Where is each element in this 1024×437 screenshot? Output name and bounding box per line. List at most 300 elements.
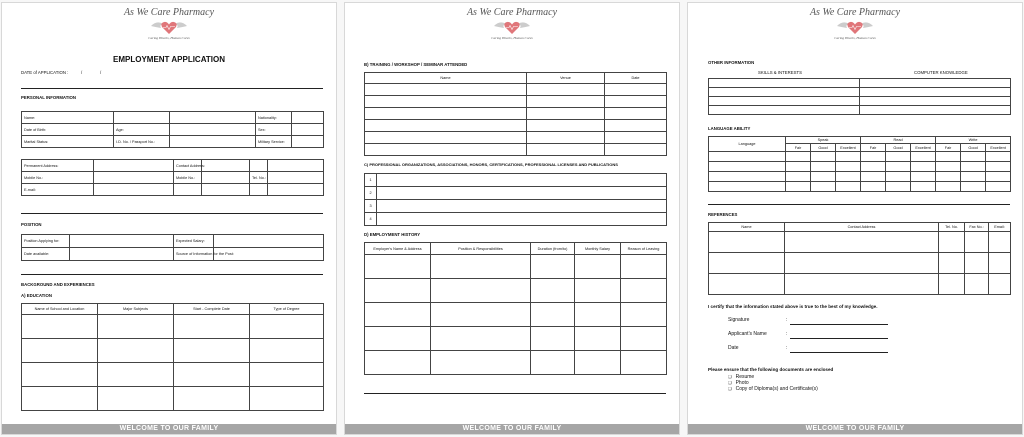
- section-divider: [21, 274, 323, 275]
- employment-history-table: [364, 242, 667, 375]
- input-cell[interactable]: [605, 108, 667, 120]
- input-cell[interactable]: [170, 124, 256, 136]
- input-cell[interactable]: [785, 253, 939, 274]
- table-row: [709, 106, 1011, 115]
- column-header: Start - Complete Date: [174, 304, 250, 315]
- computer-knowledge-label: COMPUTER KNOWLEDGE: [914, 70, 968, 75]
- table-row: [22, 136, 324, 148]
- section-heading-references: REFERENCES: [708, 212, 738, 217]
- input-cell[interactable]: [621, 255, 667, 279]
- input-cell[interactable]: [365, 120, 527, 132]
- signature-line[interactable]: [790, 324, 888, 325]
- input-cell[interactable]: [575, 351, 621, 375]
- input-cell[interactable]: [786, 162, 811, 172]
- input-cell[interactable]: [886, 172, 911, 182]
- table-row: [365, 108, 667, 120]
- table-row: [709, 162, 1011, 172]
- input-cell[interactable]: [621, 279, 667, 303]
- field-label: Mobile No.:: [22, 172, 94, 184]
- table-row: [709, 232, 1011, 253]
- input-cell[interactable]: [986, 172, 1011, 182]
- input-cell[interactable]: [911, 182, 936, 192]
- column-header: Fax No.:: [965, 223, 989, 232]
- input-cell[interactable]: [202, 184, 250, 196]
- input-cell[interactable]: [250, 339, 324, 363]
- applicant-name-colon: :: [786, 331, 788, 337]
- input-cell[interactable]: [911, 152, 936, 162]
- training-table: [364, 72, 667, 156]
- column-header: Type of Degree: [250, 304, 324, 315]
- input-cell[interactable]: [621, 327, 667, 351]
- row-number: 3: [365, 200, 377, 213]
- field-label: Source of Information for the Post:: [174, 248, 214, 261]
- table-row: [22, 172, 324, 184]
- input-cell[interactable]: [575, 327, 621, 351]
- table-row: [22, 387, 324, 411]
- column-header: Duration (from/to): [531, 243, 575, 255]
- section-heading-background: BACKGROUND AND EXPERIENCES: [21, 282, 95, 287]
- input-cell[interactable]: [531, 279, 575, 303]
- table-row: [709, 274, 1011, 295]
- page-title: EMPLOYMENT APPLICATION: [113, 55, 225, 64]
- field-label: Sex:: [256, 124, 292, 136]
- table-row: [365, 144, 667, 156]
- input-cell[interactable]: [575, 279, 621, 303]
- input-cell[interactable]: [965, 274, 989, 295]
- pharmacy-logo: [2, 7, 336, 43]
- input-cell[interactable]: [94, 172, 174, 184]
- table-row: [365, 96, 667, 108]
- input-cell[interactable]: [709, 182, 786, 192]
- input-cell[interactable]: [431, 279, 531, 303]
- input-cell[interactable]: [575, 255, 621, 279]
- table-row: [709, 88, 1011, 97]
- logo-tagline: Caring Hearts, Human Cures: [148, 36, 190, 40]
- input-cell[interactable]: [911, 172, 936, 182]
- input-cell[interactable]: [811, 152, 836, 162]
- column-header: Language: [709, 137, 786, 152]
- input-cell[interactable]: [292, 136, 324, 148]
- input-cell[interactable]: [98, 387, 174, 411]
- table-row: [709, 152, 1011, 162]
- input-cell[interactable]: [605, 120, 667, 132]
- input-cell[interactable]: [365, 255, 431, 279]
- section-heading-personal: PERSONAL INFORMATION: [21, 95, 76, 100]
- column-header: Read: [861, 137, 936, 144]
- input-cell[interactable]: [365, 279, 431, 303]
- table-row: [709, 223, 1011, 232]
- date-of-application-label: DATE of APPLICATION :: [21, 70, 69, 75]
- field-label: E-mail:: [22, 184, 94, 196]
- field-label: Marital Status:: [22, 136, 114, 148]
- input-cell[interactable]: [22, 363, 98, 387]
- table-row: [22, 112, 324, 124]
- input-cell[interactable]: [365, 108, 527, 120]
- field-label: Position Applying for:: [22, 235, 70, 248]
- checkbox-icon[interactable]: ❏: [728, 380, 732, 385]
- table-row: [22, 315, 324, 339]
- section-heading-employment: D) EMPLOYMENT HISTORY: [364, 232, 421, 237]
- input-cell[interactable]: [836, 172, 861, 182]
- input-cell[interactable]: [292, 112, 324, 124]
- input-cell[interactable]: [527, 132, 605, 144]
- input-cell[interactable]: [709, 88, 860, 97]
- field-label: Expected Salary:: [174, 235, 214, 248]
- input-cell[interactable]: [70, 248, 174, 261]
- column-header: Email:: [989, 223, 1011, 232]
- input-cell[interactable]: [886, 152, 911, 162]
- input-cell[interactable]: [527, 108, 605, 120]
- input-cell[interactable]: [365, 96, 527, 108]
- column-header: Excellent: [986, 144, 1011, 152]
- table-row: [22, 248, 324, 261]
- column-header: Name: [709, 223, 785, 232]
- column-header: Reason of Leaving: [621, 243, 667, 255]
- input-cell[interactable]: [709, 97, 860, 106]
- form-page-3: [687, 2, 1023, 435]
- input-cell[interactable]: [527, 144, 605, 156]
- input-cell[interactable]: [98, 315, 174, 339]
- input-cell[interactable]: [98, 339, 174, 363]
- input-cell[interactable]: [986, 182, 1011, 192]
- input-cell[interactable]: [70, 235, 174, 248]
- input-cell[interactable]: [22, 387, 98, 411]
- contact-info-table: [21, 159, 324, 196]
- logo-tagline: Caring Hearts, Human Cures: [834, 36, 876, 40]
- input-cell[interactable]: [170, 136, 256, 148]
- field-label: Date available:: [22, 248, 70, 261]
- table-row: [22, 363, 324, 387]
- input-cell[interactable]: [989, 274, 1011, 295]
- input-cell[interactable]: [860, 88, 1011, 97]
- input-cell[interactable]: [961, 172, 986, 182]
- table-row: [365, 132, 667, 144]
- date-colon: :: [786, 345, 788, 351]
- table-row: [365, 327, 667, 351]
- education-table: [21, 303, 324, 411]
- table-row: [22, 235, 324, 248]
- input-cell[interactable]: [836, 182, 861, 192]
- input-cell[interactable]: [965, 232, 989, 253]
- input-cell[interactable]: [785, 274, 939, 295]
- section-heading-professional: C) PROFESSIONAL ORGANIZATIONS, ASSOCIATIONS, HONORS, CERTIFICATIONS, PROFESSIONAL LICENSES AND PUBLICATIONS: [364, 162, 618, 167]
- input-cell[interactable]: [174, 184, 202, 196]
- input-cell[interactable]: [936, 182, 961, 192]
- input-cell[interactable]: [250, 160, 268, 172]
- column-header: Name: [365, 73, 527, 84]
- input-cell[interactable]: [709, 274, 785, 295]
- personal-info-table: [21, 111, 324, 148]
- skills-label: SKILLS & INTERESTS: [758, 70, 802, 75]
- other-info-table: [708, 78, 1011, 115]
- column-header: Good: [886, 144, 911, 152]
- table-row: [365, 351, 667, 375]
- table-row: [22, 184, 324, 196]
- input-cell[interactable]: [268, 172, 324, 184]
- input-cell[interactable]: [860, 97, 1011, 106]
- field-label: Contact Address:: [174, 160, 202, 172]
- input-cell[interactable]: [936, 152, 961, 162]
- input-cell[interactable]: [431, 351, 531, 375]
- table-row: [22, 304, 324, 315]
- input-cell[interactable]: [377, 187, 667, 200]
- field-label: Mobile No.:: [174, 172, 202, 184]
- checkbox-icon[interactable]: ❏: [728, 386, 732, 391]
- input-cell[interactable]: [531, 255, 575, 279]
- section-divider: [708, 204, 1010, 205]
- table-row: [365, 200, 667, 213]
- column-header: Fair: [786, 144, 811, 152]
- language-ability-table: [708, 136, 1011, 192]
- row-number: 4: [365, 213, 377, 226]
- row-number: 1: [365, 174, 377, 187]
- input-cell[interactable]: [431, 327, 531, 351]
- input-cell[interactable]: [377, 200, 667, 213]
- input-cell[interactable]: [961, 162, 986, 172]
- logo-tagline: Caring Hearts, Human Cures: [491, 36, 533, 40]
- input-cell[interactable]: [861, 162, 886, 172]
- input-cell[interactable]: [965, 253, 989, 274]
- input-cell[interactable]: [989, 232, 1011, 253]
- input-cell[interactable]: [250, 387, 324, 411]
- input-cell[interactable]: [785, 232, 939, 253]
- input-cell[interactable]: [174, 387, 250, 411]
- input-cell[interactable]: [936, 172, 961, 182]
- table-row: [365, 174, 667, 187]
- table-row: [709, 253, 1011, 274]
- table-row: [365, 73, 667, 84]
- input-cell[interactable]: [861, 152, 886, 162]
- input-cell[interactable]: [268, 160, 324, 172]
- input-cell[interactable]: [986, 162, 1011, 172]
- input-cell[interactable]: [531, 351, 575, 375]
- page-footer: WELCOME TO OUR FAMILY: [2, 424, 336, 434]
- logo-title: As We Care Pharmacy: [809, 7, 901, 18]
- input-cell[interactable]: [174, 315, 250, 339]
- field-label: Date of Birth:: [22, 124, 114, 136]
- column-header: Venue: [527, 73, 605, 84]
- input-cell[interactable]: [861, 172, 886, 182]
- input-cell[interactable]: [911, 162, 936, 172]
- input-cell[interactable]: [605, 84, 667, 96]
- form-page-2: [344, 2, 680, 435]
- input-cell[interactable]: [268, 184, 324, 196]
- date-line[interactable]: [790, 352, 888, 353]
- input-cell[interactable]: [786, 182, 811, 192]
- input-cell[interactable]: [709, 79, 860, 88]
- table-row: [365, 303, 667, 327]
- column-header: Excellent: [836, 144, 861, 152]
- professional-table: [364, 173, 667, 226]
- input-cell[interactable]: [250, 363, 324, 387]
- section-heading-training: B) TRAINING / WORKSHOP / SEMINAR ATTENDED: [364, 62, 468, 67]
- input-cell[interactable]: [431, 303, 531, 327]
- table-row: [365, 243, 667, 255]
- section-heading-language: LANGUAGE ABILITY: [708, 126, 751, 131]
- table-row: [22, 160, 324, 172]
- input-cell[interactable]: [174, 339, 250, 363]
- input-cell[interactable]: [575, 303, 621, 327]
- section-heading-position: POSITION: [21, 222, 42, 227]
- field-label: Age:: [114, 124, 170, 136]
- input-cell[interactable]: [365, 144, 527, 156]
- input-cell[interactable]: [961, 182, 986, 192]
- input-cell[interactable]: [531, 327, 575, 351]
- input-cell[interactable]: [836, 162, 861, 172]
- input-cell[interactable]: [292, 124, 324, 136]
- form-page-1: [1, 2, 337, 435]
- signature-colon: :: [786, 317, 788, 323]
- logo-title: As We Care Pharmacy: [123, 7, 215, 18]
- input-cell[interactable]: [605, 96, 667, 108]
- input-cell[interactable]: [811, 182, 836, 192]
- field-label: Nationality:: [256, 112, 292, 124]
- input-cell[interactable]: [431, 255, 531, 279]
- input-cell[interactable]: [531, 303, 575, 327]
- input-cell[interactable]: [605, 144, 667, 156]
- input-cell[interactable]: [527, 84, 605, 96]
- date-label: Date: [728, 345, 739, 351]
- input-cell[interactable]: [961, 152, 986, 162]
- table-row: [365, 255, 667, 279]
- applicant-name-line[interactable]: [790, 338, 888, 339]
- field-label: Name:: [22, 112, 114, 124]
- column-header: Tel. No.: [939, 223, 965, 232]
- section-heading-other: OTHER INFORMATION: [708, 60, 755, 65]
- input-cell[interactable]: [377, 174, 667, 187]
- input-cell[interactable]: [202, 160, 250, 172]
- input-cell[interactable]: [170, 112, 256, 124]
- table-row: [365, 213, 667, 226]
- input-cell[interactable]: [527, 120, 605, 132]
- input-cell[interactable]: [94, 160, 174, 172]
- column-header: Name of School and Location: [22, 304, 98, 315]
- page-footer: WELCOME TO OUR FAMILY: [688, 424, 1022, 434]
- field-label: Tel. No.:: [250, 172, 268, 184]
- column-header: Excellent: [911, 144, 936, 152]
- input-cell[interactable]: [365, 303, 431, 327]
- input-cell[interactable]: [836, 152, 861, 162]
- column-header: Contact Address: [785, 223, 939, 232]
- table-row: [709, 182, 1011, 192]
- page-footer: WELCOME TO OUR FAMILY: [345, 424, 679, 434]
- column-header: Speak: [786, 137, 861, 144]
- input-cell[interactable]: [786, 152, 811, 162]
- pharmacy-logo: [688, 7, 1022, 43]
- input-cell[interactable]: [886, 162, 911, 172]
- section-divider: [21, 213, 323, 214]
- input-cell[interactable]: [709, 152, 786, 162]
- column-header: Good: [961, 144, 986, 152]
- input-cell[interactable]: [811, 162, 836, 172]
- input-cell[interactable]: [709, 172, 786, 182]
- documents-heading: Please ensure that the following documents are enclosed: [708, 367, 834, 372]
- section-divider: [364, 393, 666, 394]
- position-table: [21, 234, 324, 261]
- heart-wings-icon: [835, 19, 875, 35]
- column-header: Monthly Salary: [575, 243, 621, 255]
- input-cell[interactable]: [214, 235, 324, 248]
- input-cell[interactable]: [365, 351, 431, 375]
- input-cell[interactable]: [365, 327, 431, 351]
- table-row: [709, 97, 1011, 106]
- heart-wings-icon: [149, 19, 189, 35]
- input-cell[interactable]: [709, 106, 860, 115]
- input-cell[interactable]: [986, 152, 1011, 162]
- input-cell[interactable]: [605, 132, 667, 144]
- input-cell[interactable]: [365, 84, 527, 96]
- input-cell[interactable]: [621, 351, 667, 375]
- input-cell[interactable]: [860, 106, 1011, 115]
- column-header: Fair: [861, 144, 886, 152]
- references-table: [708, 222, 1011, 295]
- table-row: [22, 124, 324, 136]
- input-cell[interactable]: [936, 162, 961, 172]
- input-cell[interactable]: [22, 339, 98, 363]
- certification-statement: I certify that the information stated above is true to the best of my knowledge.: [708, 304, 878, 309]
- document-label: Resume: [735, 374, 755, 380]
- row-number: 2: [365, 187, 377, 200]
- table-row: [709, 172, 1011, 182]
- column-header: Write: [936, 137, 1011, 144]
- input-cell[interactable]: [939, 274, 965, 295]
- subsection-heading-education: A) EDUCATION: [21, 293, 52, 298]
- column-header: Employer's Name & Address: [365, 243, 431, 255]
- input-cell[interactable]: [860, 79, 1011, 88]
- column-header: Position & Responsibilities: [431, 243, 531, 255]
- input-cell[interactable]: [811, 172, 836, 182]
- column-header: Date: [605, 73, 667, 84]
- section-divider: [21, 88, 323, 89]
- input-cell[interactable]: [939, 232, 965, 253]
- input-cell[interactable]: [365, 132, 527, 144]
- input-cell[interactable]: [250, 315, 324, 339]
- input-cell[interactable]: [786, 172, 811, 182]
- field-label: Permanent Address:: [22, 160, 94, 172]
- input-cell[interactable]: [939, 253, 965, 274]
- input-cell[interactable]: [527, 96, 605, 108]
- input-cell[interactable]: [98, 363, 174, 387]
- table-row: [365, 279, 667, 303]
- input-cell[interactable]: [709, 232, 785, 253]
- input-cell[interactable]: [989, 253, 1011, 274]
- field-label: Military Service:: [256, 136, 292, 148]
- input-cell[interactable]: [886, 182, 911, 192]
- input-cell[interactable]: [174, 363, 250, 387]
- column-header: Major Subjects: [98, 304, 174, 315]
- input-cell[interactable]: [114, 112, 170, 124]
- table-row: [709, 137, 1011, 144]
- document-label: Copy of Diploma(s) and Certificate(s): [735, 386, 818, 392]
- input-cell[interactable]: [709, 253, 785, 274]
- signature-label: Signature: [728, 317, 750, 323]
- input-cell[interactable]: [621, 303, 667, 327]
- input-cell[interactable]: [250, 184, 268, 196]
- document-item-diploma: [728, 386, 818, 392]
- input-cell[interactable]: [202, 172, 250, 184]
- column-header: Good: [811, 144, 836, 152]
- input-cell[interactable]: [22, 315, 98, 339]
- applicant-name-label: Applicant's Name: [728, 331, 767, 337]
- checkbox-icon[interactable]: ❏: [728, 374, 732, 379]
- date-separator: /: [100, 70, 102, 75]
- date-separator: /: [81, 70, 83, 75]
- input-cell[interactable]: [94, 184, 174, 196]
- input-cell[interactable]: [377, 213, 667, 226]
- table-row: [365, 187, 667, 200]
- input-cell[interactable]: [861, 182, 886, 192]
- input-cell[interactable]: [709, 162, 786, 172]
